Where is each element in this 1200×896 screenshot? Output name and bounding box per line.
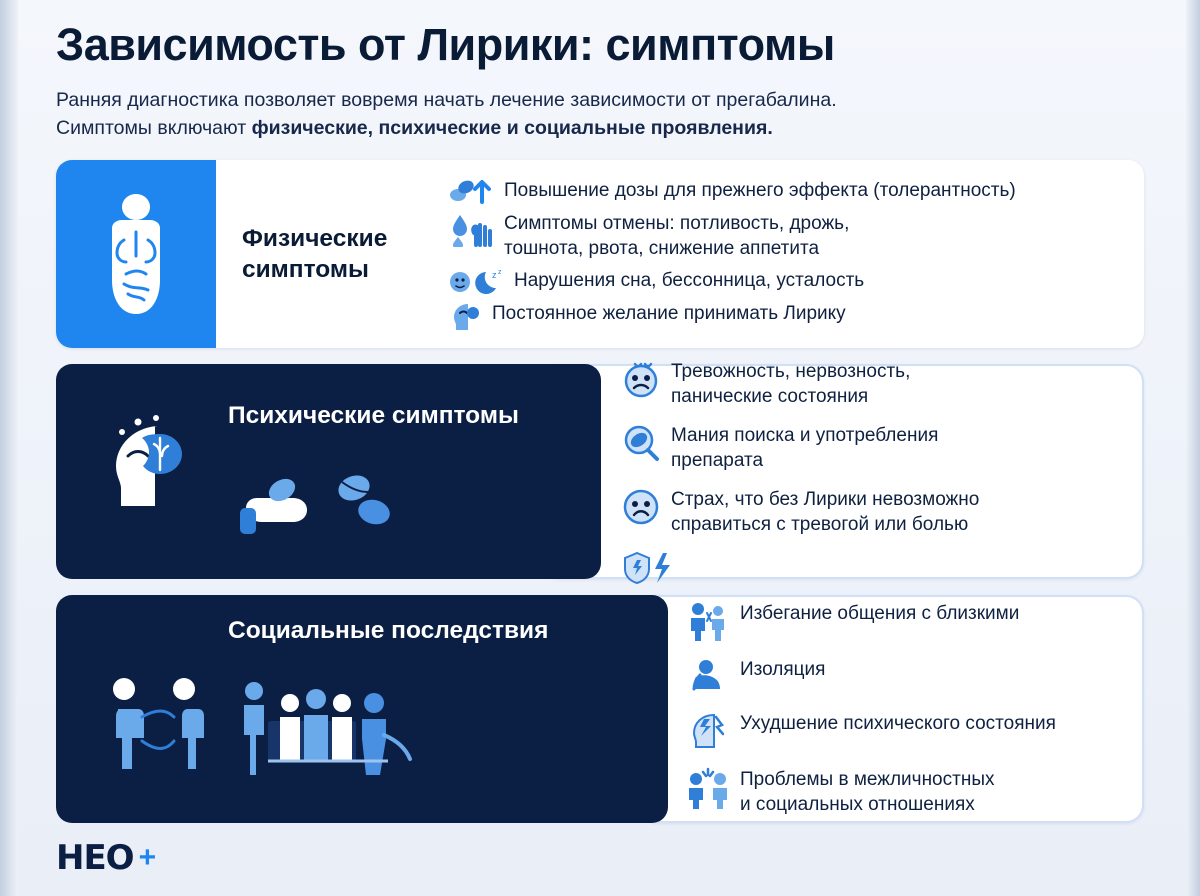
list-item-text-line2: справиться с тревогой или болью	[671, 513, 969, 535]
page-right-edge-shadow	[1186, 0, 1200, 896]
page-left-edge-shadow	[0, 0, 18, 896]
head-brain-icon	[98, 412, 202, 516]
list-item-text: Избегание общения с близкими	[740, 603, 1020, 624]
list-item-text-line1: Страх, что без Лирики невозможно	[671, 488, 980, 510]
shield-bolt-icon	[621, 551, 677, 585]
list-item-text: Ухудшение психического состояния	[740, 713, 1056, 734]
social-title: Социальные последствия	[228, 617, 549, 644]
svg-text:z: z	[492, 269, 497, 280]
avoiding-contact-icon	[686, 601, 730, 641]
block-social-consequences	[56, 595, 1144, 823]
brand-logo	[56, 838, 156, 878]
list-item	[621, 423, 1122, 473]
block-psychic-symptoms	[56, 360, 1144, 579]
list-item	[621, 551, 1122, 585]
two-people-icon	[98, 673, 216, 773]
list-item-text	[671, 359, 910, 409]
list-item-text-line2: панические состояния	[671, 385, 869, 407]
list-item-text-line1: Симптомы отмены: потливость, дрожь,	[504, 212, 850, 234]
pills-up-arrow-icon	[448, 178, 494, 204]
broken-head-icon	[686, 711, 730, 751]
magnifier-pill-icon	[621, 423, 661, 463]
human-body-icon	[90, 188, 182, 320]
brand-logo-word: НЕО	[56, 838, 134, 878]
list-item	[448, 178, 1126, 204]
subtitle-line-1: Ранняя диагностика позволяет вовремя начать лечение зависимости от прегабалина.	[56, 89, 837, 111]
brand-logo-plus: +	[138, 841, 157, 874]
list-item	[448, 211, 1126, 261]
list-item-text	[671, 423, 938, 473]
block-physical-symptoms	[56, 160, 1144, 348]
list-item	[448, 301, 1126, 331]
list-item	[686, 601, 1124, 641]
hand-with-pills-icon	[234, 456, 424, 548]
subtitle-line-2-plain: Симптомы включают	[56, 117, 252, 139]
sad-face-icon	[621, 487, 661, 527]
psychic-dark-pane	[56, 364, 601, 579]
subtitle-line-2-bold: физические, психические и социальные проявления.	[251, 117, 773, 139]
list-item	[448, 268, 1126, 294]
psychic-items-list	[541, 360, 1144, 579]
isolated-person-icon	[686, 657, 730, 695]
page-title: Зависимость от Лирики: симптомы	[56, 19, 835, 70]
conflict-people-icon	[686, 767, 730, 809]
social-items-list	[640, 595, 1144, 823]
page-subtitle	[56, 86, 1144, 142]
physical-title-line1: Физические	[242, 225, 388, 252]
list-item-text-line1: Тревожность, нервозность,	[671, 360, 911, 382]
list-item-text: Постоянное желание принимать Лирику	[492, 302, 846, 324]
list-item-text-line1: Проблемы в межличностных	[740, 769, 995, 790]
list-item-text-line2: препарата	[671, 449, 764, 471]
physical-items-list	[448, 160, 1144, 348]
physical-title-line2: симптомы	[242, 256, 369, 283]
list-item	[686, 657, 1124, 695]
list-item-text-line2: и социальных отношениях	[740, 794, 975, 815]
psychic-title: Психические симптомы	[228, 402, 519, 429]
list-item-text: Нарушения сна, бессонница, усталость	[514, 269, 865, 291]
sweat-drop-tremor-hand-icon	[448, 211, 494, 247]
list-item-text-line1: Мания поиска и употребления	[671, 424, 939, 446]
anxious-face-icon	[621, 359, 661, 399]
group-of-people-icon	[234, 675, 424, 777]
list-item	[686, 711, 1124, 751]
list-item-text	[504, 211, 849, 261]
sleep-moon-icon	[448, 268, 504, 294]
list-item-text	[671, 487, 979, 537]
list-item-text-line2: тошнота, рвота, снижение аппетита	[504, 237, 820, 259]
head-craving-icon	[448, 301, 482, 331]
list-item-text: Повышение дозы для прежнего эффекта (толерантность)	[504, 179, 1016, 201]
list-item-text: Изоляция	[740, 659, 826, 680]
svg-text:z: z	[498, 268, 502, 276]
list-item	[621, 487, 1122, 537]
list-item	[621, 359, 1122, 409]
list-item	[686, 767, 1124, 817]
list-item-text	[740, 767, 994, 817]
subtitle-line-2	[56, 114, 1144, 142]
physical-icon-pane	[56, 160, 216, 348]
social-dark-pane	[56, 595, 668, 823]
physical-title	[216, 160, 448, 348]
